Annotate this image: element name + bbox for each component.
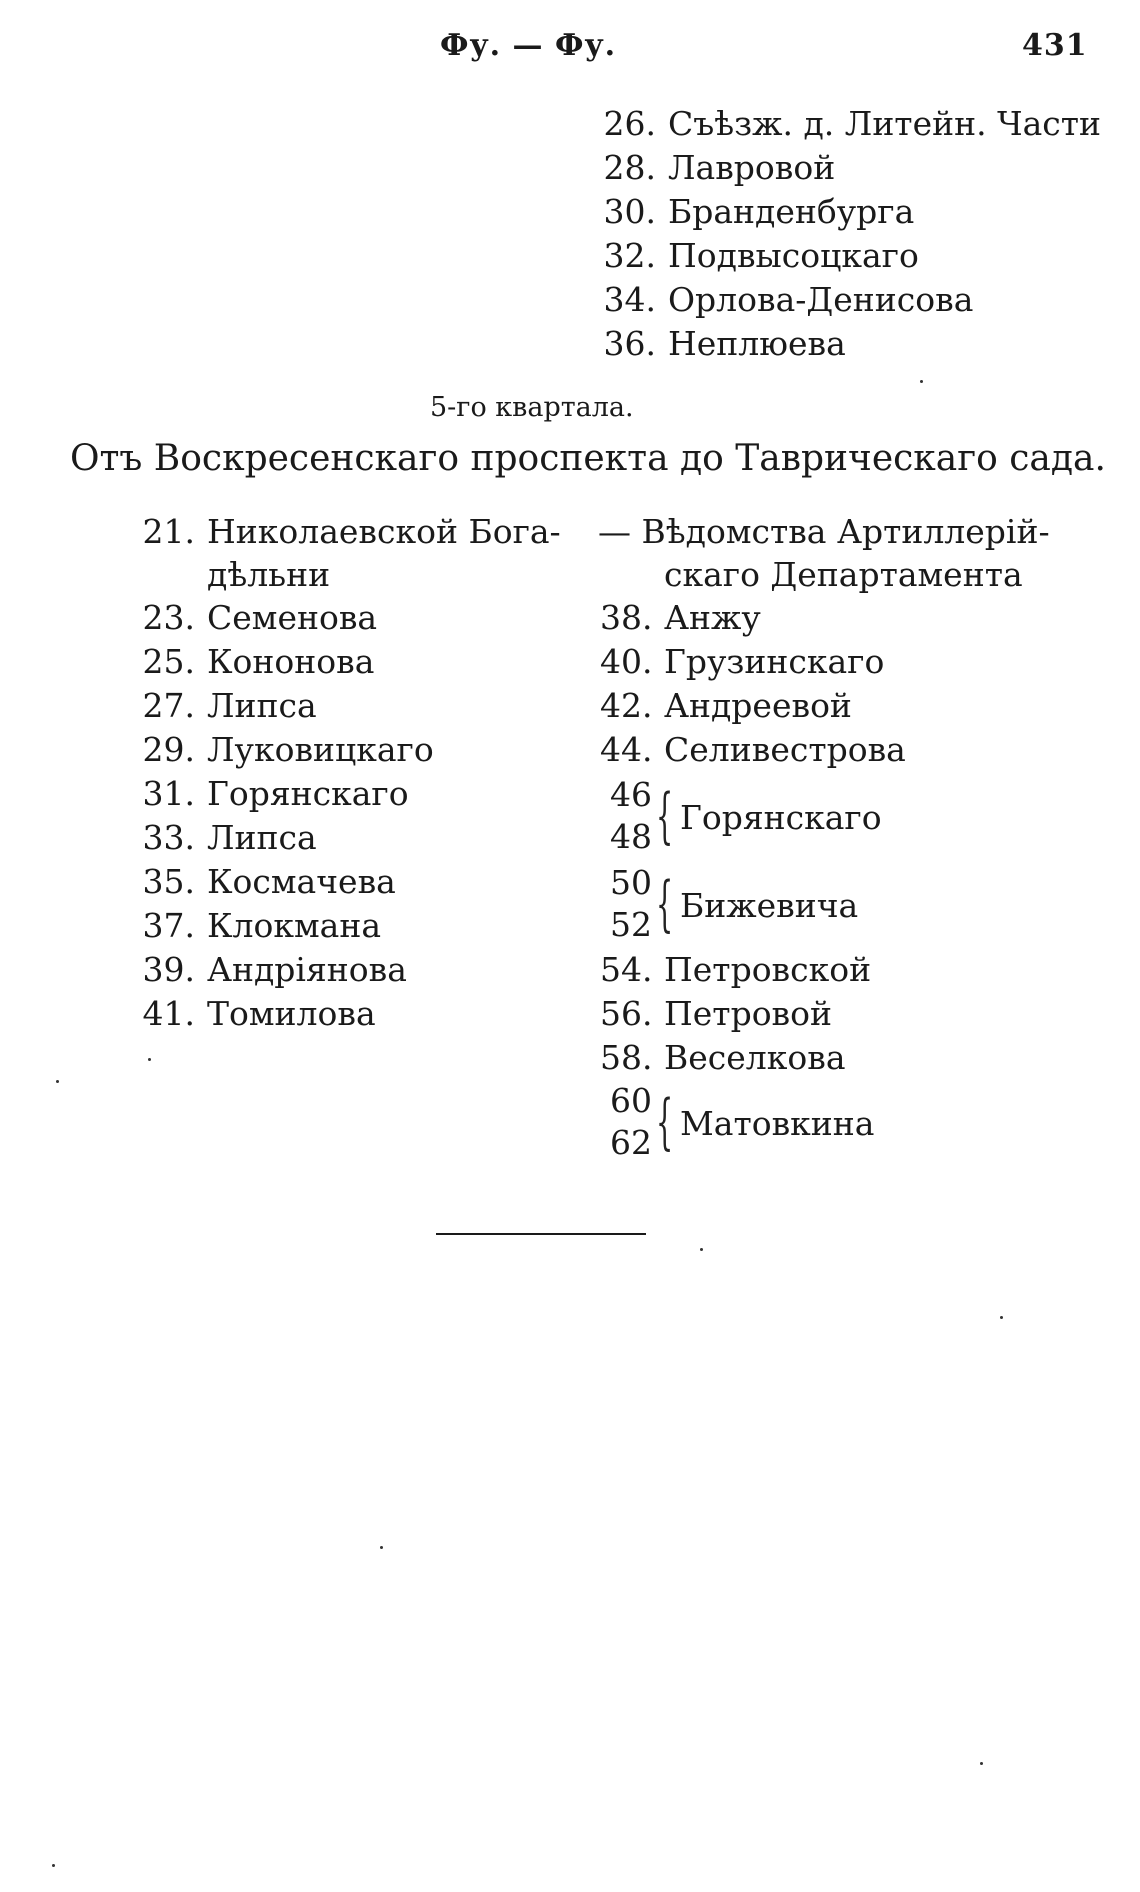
list-item-continuation: дѣльни xyxy=(207,555,331,594)
list-item: 56. Петровой xyxy=(600,994,832,1033)
list-item: 32. Подвысоцкаго xyxy=(603,236,919,275)
section-subtitle: 5-го квартала. xyxy=(430,392,634,423)
list-item: 25. Кононова xyxy=(142,642,375,681)
list-item: 23. Семенова xyxy=(142,598,378,637)
list-item: 40. Грузинскаго xyxy=(600,642,885,681)
curly-brace-icon: { xyxy=(656,869,674,939)
print-speck xyxy=(56,1080,59,1083)
page-number: 431 xyxy=(1022,28,1088,63)
list-item: 34. Орлова-Денисова xyxy=(603,280,974,319)
list-item: 36. Неплюева xyxy=(603,324,846,363)
print-speck xyxy=(380,1546,383,1549)
department-line: — Вѣдомства Артиллерій- xyxy=(598,512,1050,551)
list-item: 28. Лавровой xyxy=(603,148,836,187)
list-item: 54. Петровской xyxy=(600,950,872,989)
list-item: 38. Анжу xyxy=(600,598,761,637)
bracket-group xyxy=(600,862,900,948)
print-speck xyxy=(980,1762,983,1765)
bracket-name: Горянскаго xyxy=(680,798,882,837)
list-item: 26. Съѣзж. д. Литейн. Части xyxy=(603,104,1101,143)
list-item: 30. Бранденбурга xyxy=(603,192,915,231)
list-item: 42. Андреевой xyxy=(600,686,852,725)
list-item: 41. Томилова xyxy=(142,994,376,1033)
list-item: 27. Липса xyxy=(142,686,317,725)
print-speck xyxy=(1000,1316,1003,1319)
running-head: Фу. — Фу. xyxy=(440,28,617,63)
bracket-name: Матовкина xyxy=(680,1104,875,1143)
print-speck xyxy=(700,1248,703,1251)
print-speck xyxy=(52,1864,55,1867)
list-item: 58. Веселкова xyxy=(600,1038,846,1077)
list-item: 21. Николаевской Бога- xyxy=(142,512,561,551)
bracket-numbers: 46 48 xyxy=(610,775,652,856)
bracket-numbers: 60 62 xyxy=(610,1081,652,1162)
print-speck xyxy=(920,380,923,383)
bracket-group xyxy=(600,1080,900,1166)
curly-brace-icon: { xyxy=(656,781,674,851)
curly-brace-icon: { xyxy=(656,1087,674,1157)
bracket-group xyxy=(600,774,900,860)
list-item: 39. Андріянова xyxy=(142,950,407,989)
list-item: 33. Липса xyxy=(142,818,317,857)
section-divider xyxy=(436,1233,646,1235)
list-item: 44. Селивестрова xyxy=(600,730,906,769)
department-line-continuation: скаго Департамента xyxy=(664,555,1023,594)
list-item: 37. Клокмана xyxy=(142,906,382,945)
bracket-name: Бижевича xyxy=(680,886,859,925)
list-item: 35. Космачева xyxy=(142,862,396,901)
list-item: 29. Луковицкаго xyxy=(142,730,434,769)
list-item: 31. Горянскаго xyxy=(142,774,409,813)
section-title: Отъ Воскресенскаго проспекта до Таврическаго сада. xyxy=(70,438,1106,479)
bracket-numbers: 50 52 xyxy=(610,863,652,944)
print-speck xyxy=(148,1058,151,1061)
